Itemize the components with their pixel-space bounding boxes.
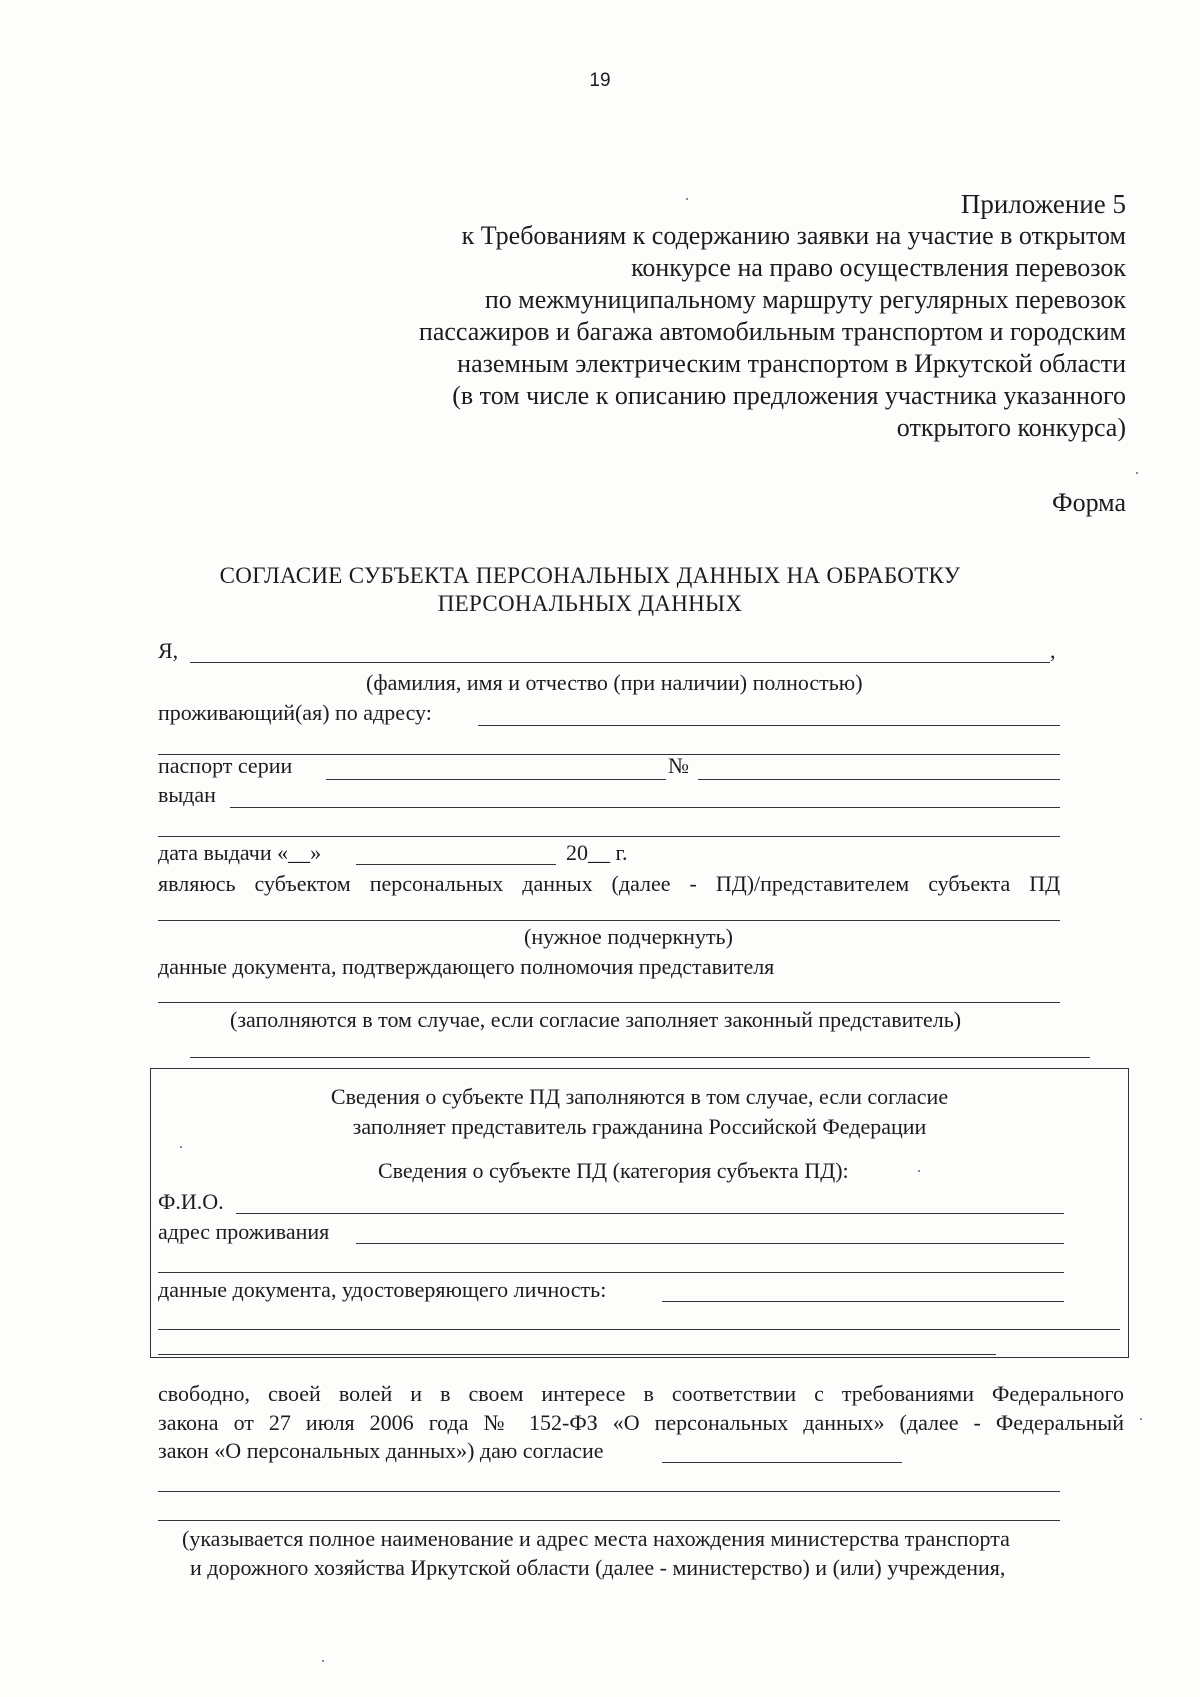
rep-doc-hint: (заполняются в том случае, если согласие заполняет законный представитель) xyxy=(230,1007,962,1032)
box-intro xyxy=(150,1082,1129,1142)
issue-date-input-line[interactable] xyxy=(356,864,556,865)
address-input-line-2[interactable] xyxy=(158,754,1060,755)
issued-input-line-2[interactable] xyxy=(158,836,1060,837)
subject-word: персональных xyxy=(369,871,504,896)
document-title xyxy=(140,562,1040,618)
box-address-label: адрес проживания xyxy=(158,1219,330,1244)
box-id-doc-label: данные документа, удостоверяющего личность: xyxy=(158,1277,607,1302)
ya-comma: , xyxy=(1050,638,1056,663)
scan-speck xyxy=(180,1146,182,1148)
subject-word: данных xyxy=(522,871,593,896)
document-title-line: СОГЛАСИЕ СУБЪЕКТА ПЕРСОНАЛЬНЫХ ДАННЫХ НА ОБРАБОТКУ xyxy=(219,563,961,588)
form-label: Форма xyxy=(1052,488,1126,517)
rep-doc-label: данные документа, подтверждающего полномочия представителя xyxy=(158,954,775,979)
subject-word: (далее xyxy=(611,871,671,896)
rep-doc-input-line[interactable] xyxy=(158,1002,1060,1003)
box-address-input-line[interactable] xyxy=(356,1243,1064,1244)
page-number: 19 xyxy=(589,70,611,91)
appendix-line: по межмуниципальному маршруту регулярных перевозок xyxy=(484,285,1126,314)
consent-recipient-input-line-3[interactable] xyxy=(158,1520,1060,1521)
passport-number-input-line[interactable] xyxy=(698,779,1060,780)
consent-line: закона от 27 июля 2006 года № 152-ФЗ «О персональных данных» (далее - Федеральный xyxy=(158,1410,1124,1435)
scan-speck xyxy=(1136,472,1138,474)
issued-label: выдан xyxy=(158,782,216,807)
passport-series-label: паспорт серии xyxy=(158,753,293,778)
appendix-line: к Требованиям к содержанию заявки на участие в открытом xyxy=(461,221,1126,250)
scan-speck xyxy=(322,1660,324,1662)
box-intro-line: заполняет представитель гражданина Российской Федерации xyxy=(352,1114,927,1139)
appendix-line: пассажиров и багажа автомобильным транспортом и городским xyxy=(418,317,1126,346)
passport-series-input-line[interactable] xyxy=(326,779,666,780)
subject-word: - xyxy=(689,871,697,896)
subject-word: ПД)/представителем xyxy=(715,871,910,896)
footer-hint-line: (указывается полное наименование и адрес места нахождения министерства транспорта xyxy=(182,1526,1010,1551)
subject-input-line[interactable] xyxy=(158,920,1060,921)
box-category-label: Сведения о субъекте ПД (категория субъекта ПД): xyxy=(378,1158,849,1183)
document-title-line: ПЕРСОНАЛЬНЫХ ДАННЫХ xyxy=(437,591,743,616)
scan-speck xyxy=(686,198,688,200)
subject-word: являюсь xyxy=(158,871,236,896)
consent-line: свободно, своей волей и в своем интересе в соответствии с требованиями Федерального xyxy=(158,1381,1124,1406)
consent-line: закон «О персональных данных») даю согласие xyxy=(158,1438,604,1463)
appendix-header xyxy=(366,188,1126,444)
scan-speck xyxy=(1140,1418,1142,1420)
appendix-line: наземным электрическим транспортом в Иркутской области xyxy=(457,349,1126,378)
ya-label: Я, xyxy=(158,638,179,663)
issue-year-label: 20__ г. xyxy=(566,840,628,865)
issue-date-label: дата выдачи «__» xyxy=(158,840,322,865)
subject-word: субъекта xyxy=(928,871,1011,896)
box-intro-line: Сведения о субъекте ПД заполняются в том случае, если согласие xyxy=(330,1084,949,1109)
address-label: проживающий(ая) по адресу: xyxy=(158,700,432,725)
rep-doc-input-line-2[interactable] xyxy=(190,1057,1090,1058)
subject-word: субъектом xyxy=(254,871,351,896)
box-fio-label: Ф.И.О. xyxy=(158,1189,224,1214)
consent-recipient-input-line-2[interactable] xyxy=(158,1491,1060,1492)
appendix-title: Приложение 5 xyxy=(960,189,1126,219)
box-id-doc-input-line[interactable] xyxy=(662,1301,1064,1302)
fio-input-line[interactable] xyxy=(190,662,1050,663)
appendix-line: конкурсе на право осуществления перевозок xyxy=(631,253,1126,282)
underline-hint: (нужное подчеркнуть) xyxy=(524,924,733,949)
box-id-doc-input-line-3[interactable] xyxy=(158,1354,996,1355)
subject-statement xyxy=(158,870,1060,898)
fio-hint: (фамилия, имя и отчество (при наличии) полностью) xyxy=(366,670,863,695)
appendix-line: открытого конкурса) xyxy=(896,413,1126,442)
address-input-line[interactable] xyxy=(478,725,1060,726)
box-address-input-line-2[interactable] xyxy=(158,1272,1064,1273)
scan-speck xyxy=(918,1170,920,1172)
box-id-doc-input-line-2[interactable] xyxy=(158,1329,1120,1330)
appendix-line: (в том числе к описанию предложения участника указанного xyxy=(452,381,1126,410)
consent-recipient-input-line[interactable] xyxy=(662,1462,902,1463)
passport-number-label: № xyxy=(668,753,689,778)
issued-input-line[interactable] xyxy=(230,807,1060,808)
subject-word: ПД xyxy=(1029,871,1061,896)
box-fio-input-line[interactable] xyxy=(236,1213,1064,1214)
footer-hint-line: и дорожного хозяйства Иркутской области (далее - министерство) и (или) учреждения, xyxy=(190,1555,1006,1580)
